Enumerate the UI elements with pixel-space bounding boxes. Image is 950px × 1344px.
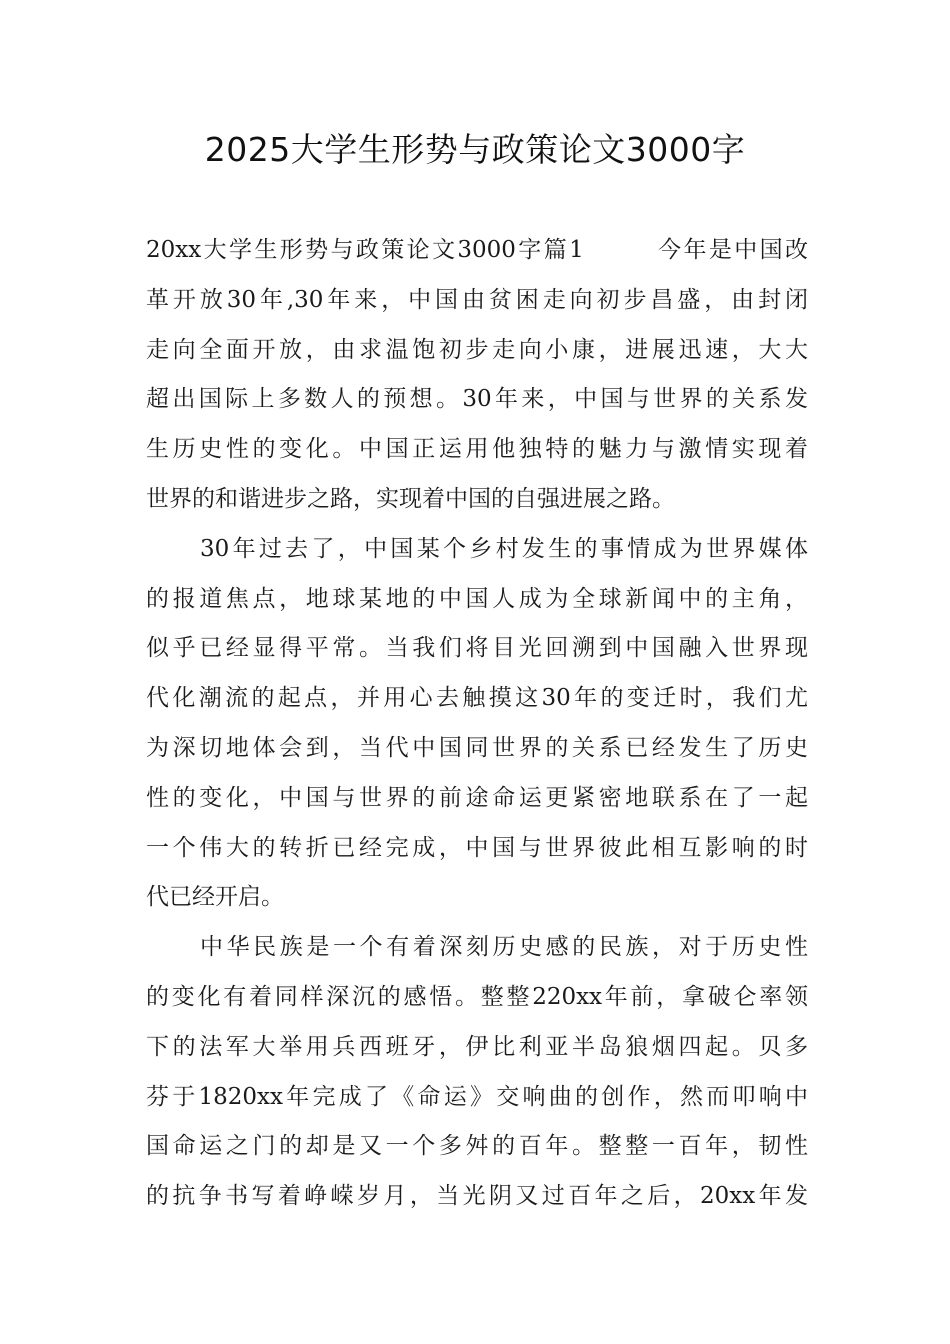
paragraph-3-line-5: 国命运之门的却是又一个多舛的百年。整整一百年，韧性 <box>146 1133 808 1160</box>
paragraph-2-line-6: 性的变化，中国与世界的前途命运更紧密地联系在了一起 <box>146 784 808 811</box>
paragraph-3-line-1: 中华民族是一个有着深刻历史感的民族，对于历史性 <box>200 934 808 961</box>
paragraph-text: 今年是中国改 <box>655 237 808 263</box>
paragraph-2-line-1: 30年过去了，中国某个乡村发生的事情成为世界媒体 <box>200 535 808 562</box>
section-heading: 20xx大学生形势与政策论文3000字篇1 <box>146 237 584 263</box>
paragraph-2-line-3: 似乎已经显得平常。当我们将目光回溯到中国融入世界现 <box>146 635 808 662</box>
paragraph-1-line-5: 生历史性的变化。中国正运用他独特的魅力与激情实现着 <box>146 436 808 463</box>
paragraph-3-line-4: 芬于1820xx年完成了《命运》交响曲的创作，然而叩响中 <box>146 1083 808 1110</box>
paragraph-2-line-5: 为深切地体会到，当代中国同世界的关系已经发生了历史 <box>146 734 808 761</box>
paragraph-2-line-2: 的报道焦点，地球某地的中国人成为全球新闻中的主角， <box>146 585 808 612</box>
paragraph-2-line-7: 一个伟大的转折已经完成，中国与世界彼此相互影响的时 <box>146 834 808 861</box>
paragraph-2-line-4: 代化潮流的起点，并用心去触摸这30年的变迁时，我们尤 <box>146 685 808 712</box>
paragraph-1-line-1 <box>146 226 808 276</box>
paragraph-3-line-2: 的变化有着同样深沉的感悟。整整220xx年前，拿破仑率领 <box>146 983 808 1010</box>
paragraph-1-line-6: 世界的和谐进步之路，实现着中国的自强进展之路。 <box>146 485 675 512</box>
document-body <box>146 226 808 1222</box>
document-title: 2025大学生形势与政策论文3000字 <box>204 130 746 169</box>
paragraph-2-line-8: 代已经开启。 <box>146 884 284 911</box>
paragraph-1-line-2: 革开放30年,30年来，中国由贫困走向初步昌盛，由封闭 <box>146 286 808 313</box>
paragraph-1-line-4: 超出国际上多数人的预想。30年来，中国与世界的关系发 <box>146 386 808 413</box>
paragraph-3-line-3: 下的法军大举用兵西班牙，伊比利亚半岛狼烟四起。贝多 <box>146 1033 808 1060</box>
paragraph-3-line-6: 的抗争书写着峥嵘岁月，当光阴又过百年之后，20xx年发 <box>146 1183 808 1210</box>
paragraph-1-line-3: 走向全面开放，由求温饱初步走向小康，进展迅速，大大 <box>146 336 808 363</box>
